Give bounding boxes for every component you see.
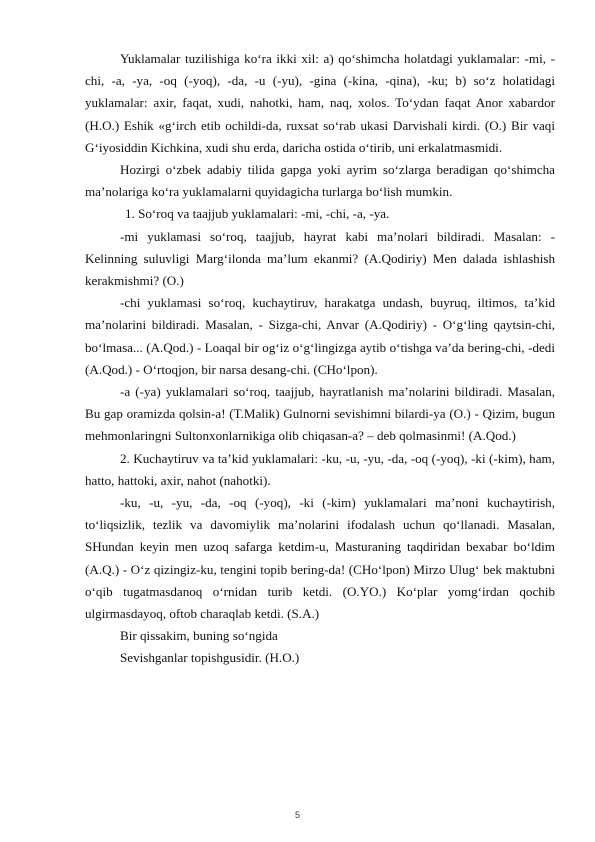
- paragraph-mi-particle: -mi yuklamasi so‘roq, taajjub, hayrat kabi ma’nolari bildiradi. Masalan: -Kelinning suluvligi Marg‘ilonda ma’lum ekanmi? (A.Qodiriy) Men dalada ishlashish kerakmishmi? (O.): [85, 228, 555, 289]
- page-number: 5: [294, 810, 300, 820]
- document-body: [85, 48, 555, 670]
- paragraph-particle-structure: Yuklamalar tuzilishiga ko‘ra ikki xil: a) qo‘shimcha holatdagi yuklamalar: -mi, -chi, -a, -ya, -oq (-yoq), -da, -u (-yu), -gina (-kina, -qina), -ku; b) so‘z holatidagi yuklamalar: axir, faqat, xudi, nahotki, ham, naq, xolos. To‘ydan faqat Anor xabardor (H.O.) Eshik «g‘irch etib ochildi-da, ruxsat so‘rab ukasi Darvishali kirdi. (O.) Bir vaqi G‘iyosiddin Kichkina, xudi shu erda, daricha ostida o‘tirib, uni erkalatmasmidi.: [85, 51, 555, 155]
- heading-intensifier-particles: 2. Kuchaytiruv va ta’kid yuklamalari: -ku, -u, -yu, -da, -oq (-yoq), -ki (-kim), ham, hatto, hattoki, axir, nahot (nahotki).: [85, 450, 555, 488]
- paragraph-a-ya-particle: -a (-ya) yuklamalari so‘roq, taajjub, hayratlanish ma’nolarini bildiradi. Masalan, Bu gap oramizda qolsin-a! (T.Malik) Gulnorni sevishimni bilardi-ya (O.) - Qizim, bugun mehmonlaringni Sultonxonlarnikiga olib chiqasan-a? – deb qolmasinmi! (A.Qod.): [85, 384, 555, 444]
- paragraph-particle-types-intro: Hozirgi o‘zbek adabiy tilida gapga yoki ayrim so‘zlarga beradigan qo‘shimcha ma’nolariga ko‘ra yuklamalarni quyidagicha turlarga bo‘lish mumkin.: [85, 162, 555, 200]
- heading-question-particles: 1. So‘roq va taajjub yuklamalari: -mi, -chi, -a, -ya.: [125, 206, 390, 222]
- paragraph-intensifier-examples: -ku, -u, -yu, -da, -oq (-yoq), -ki (-kim) yuklamalari ma’noni kuchaytirish, to‘liqsizlik, tezlik va davomiylik ma’nolarini ifodalash uchun qo‘llanadi. Masalan, SHundan keyin men uzoq safarga ketdim-u, Masturaning taqdiridan bexabar bo‘ldim (A.Q.) - O‘z qizingiz-ku, tengini topib bering-da! (CHo‘lpon) Mirzo Ulug‘ bek maktubni o‘qib tugatmasdanoq o‘rnidan turib ketdi. (O.YO.) Ko‘plar yomg‘irdan qochib ulgirmasdayoq, oftob charaqlab ketdi. (S.A.): [85, 495, 555, 622]
- paragraph-chi-particle: -chi yuklamasi so‘roq, kuchaytiruv, harakatga undash, buyruq, iltimos, ta’kid ma’nolarini bildiradi. Masalan, - Sizga-chi, Anvar (A.Qodiriy) - O‘g‘ling qaytsin-chi, bo‘lmasa... (A.Qod.) - Loaqal bir og‘iz o‘g‘lingizga aytib o‘tishga va’da bering-chi, -dedi (A.Qod.) - O‘rtoqjon, bir narsa desang-chi. (CHo‘lpon).: [85, 295, 555, 377]
- poem-line-2: Sevishganlar topishgusidir. (H.O.): [120, 650, 300, 666]
- poem-line-1: Bir qissakim, buning so‘ngida: [120, 628, 278, 644]
